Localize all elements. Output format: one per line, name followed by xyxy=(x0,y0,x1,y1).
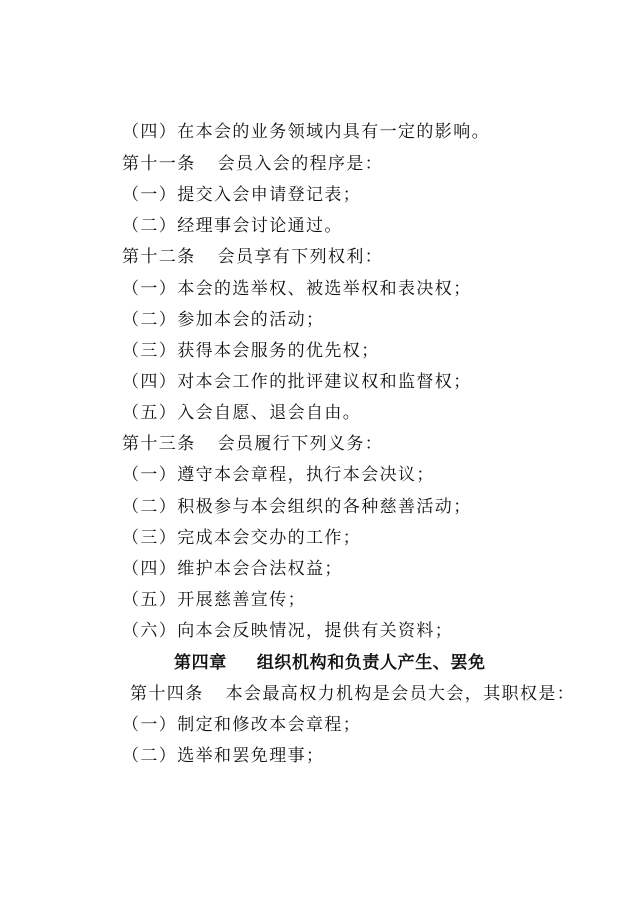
clause-line xyxy=(122,589,306,611)
article-line xyxy=(122,246,383,268)
article-number: 第十一条 xyxy=(122,154,196,174)
clause-text: （三）获得本会服务的优先权； xyxy=(122,341,380,361)
clause-line xyxy=(122,464,435,486)
clause-line xyxy=(122,745,324,767)
clause-line xyxy=(122,184,361,206)
clause-text: （一）提交入会申请登记表； xyxy=(122,185,362,205)
clause-line xyxy=(122,121,490,143)
clause-text: （一）制定和修改本会章程； xyxy=(122,715,362,735)
clause-line xyxy=(122,496,472,518)
clause-text: （四）维护本会合法权益； xyxy=(122,559,343,579)
clause-line xyxy=(122,558,343,580)
article-number: 第十四条 xyxy=(130,684,204,704)
clause-text: （二）积极参与本会组织的各种慈善活动； xyxy=(122,497,472,517)
clause-text: （五）开展慈善宣传； xyxy=(122,590,306,610)
article-text: 会员入会的程序是： xyxy=(217,154,384,174)
article-number: 第十三条 xyxy=(122,434,196,454)
clause-text: （二）选举和罢免理事； xyxy=(122,746,325,766)
clause-line xyxy=(122,402,361,424)
clause-text: （六）向本会反映情况，提供有关资料； xyxy=(122,621,454,641)
clause-line xyxy=(122,527,361,549)
clause-line xyxy=(122,215,343,237)
clause-text: （三）完成本会交办的工作； xyxy=(122,528,362,548)
chapter-title: 组织机构和负责人产生、罢免 xyxy=(256,653,486,673)
clause-text: （四）对本会工作的批评建议权和监督权； xyxy=(122,372,472,392)
clause-line xyxy=(122,371,472,393)
article-number: 第十二条 xyxy=(122,247,196,267)
chapter-number: 第四章 xyxy=(174,653,227,673)
article-text: 会员享有下列权利： xyxy=(217,247,384,267)
clause-line xyxy=(122,714,361,736)
clause-text: （二）经理事会讨论通过。 xyxy=(122,216,343,236)
clause-line xyxy=(122,620,453,642)
article-text: 会员履行下列义务： xyxy=(217,434,384,454)
clause-text: （四）在本会的业务领域内具有一定的影响。 xyxy=(122,122,490,142)
clause-text: （五）入会自愿、退会自由。 xyxy=(122,403,362,423)
clause-text: （一）本会的选举权、被选举权和表决权； xyxy=(122,279,472,299)
clause-line xyxy=(122,309,324,331)
clause-text: （一）遵守本会章程，执行本会决议； xyxy=(122,465,435,485)
article-text: 本会最高权力机构是会员大会，其职权是： xyxy=(225,684,576,704)
clause-line xyxy=(122,340,380,362)
article-line xyxy=(122,433,383,455)
article-line xyxy=(130,683,575,705)
article-line xyxy=(122,153,383,175)
clause-line xyxy=(122,278,472,300)
chapter-heading xyxy=(174,652,486,674)
clause-text: （二）参加本会的活动； xyxy=(122,310,325,330)
